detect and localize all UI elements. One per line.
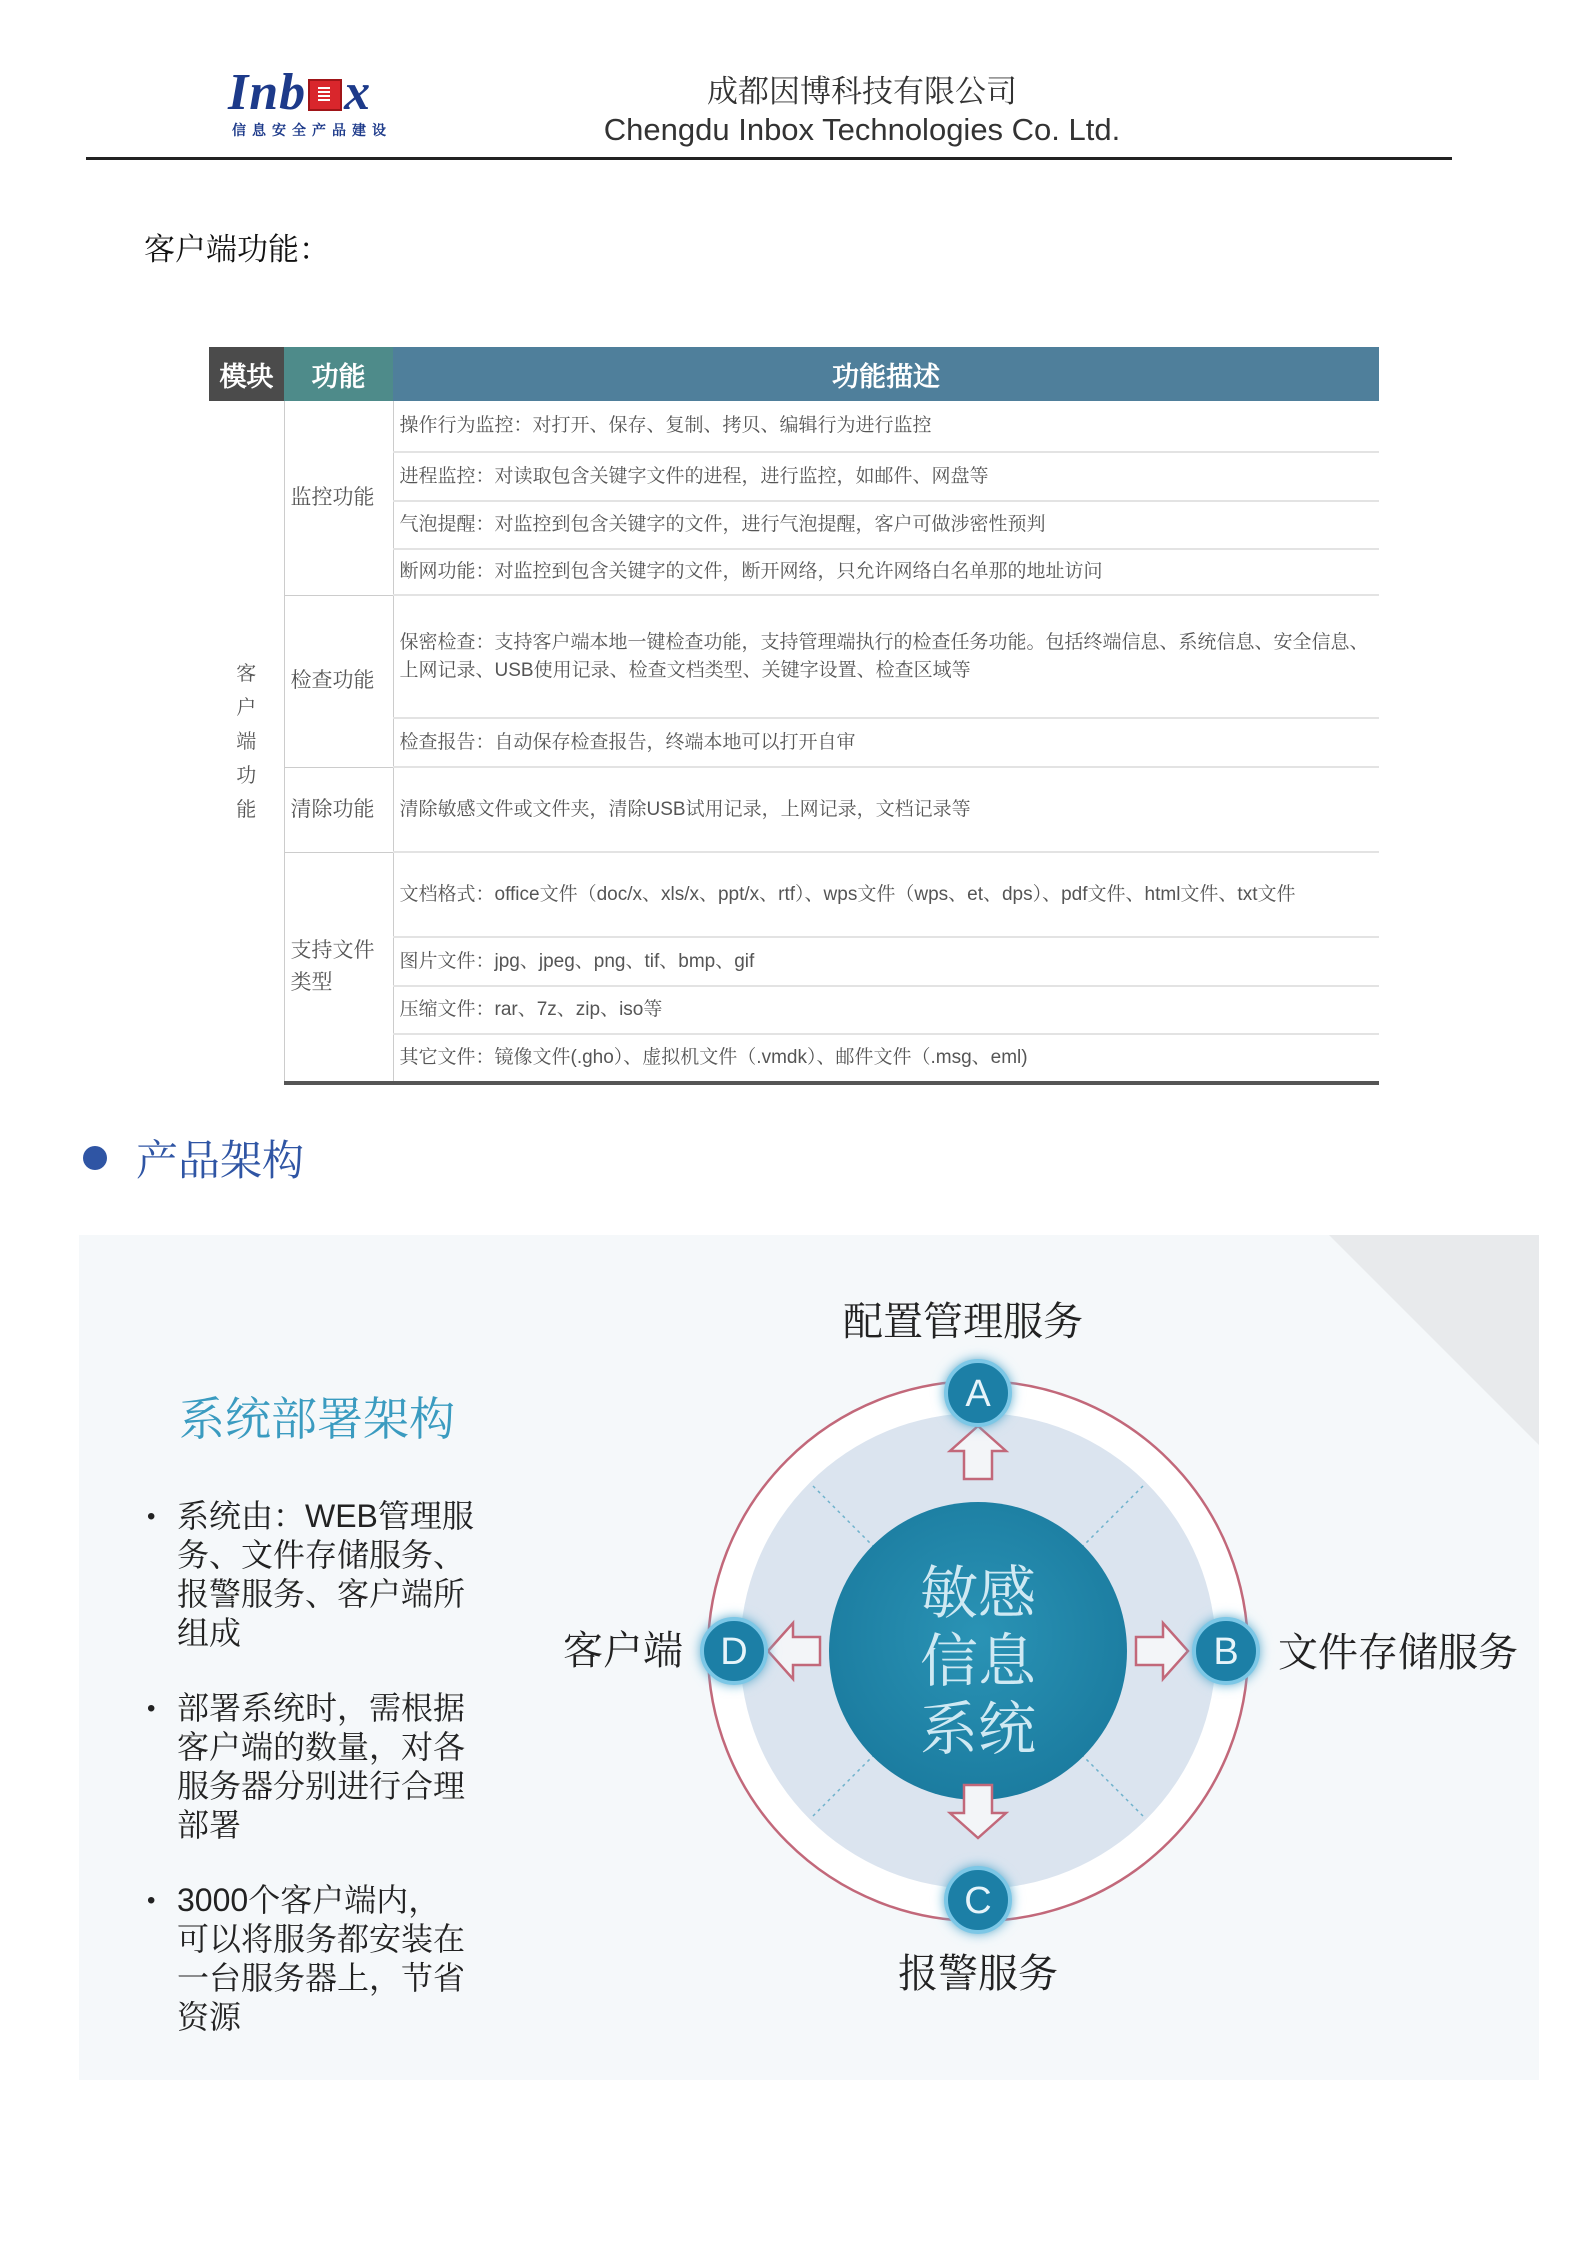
function-cell: 监控功能 — [284, 401, 393, 595]
bullet-line: 组成 — [177, 1615, 242, 1651]
node-letter: B — [1213, 1631, 1239, 1673]
description-cell: 操作行为监控：对打开、保存、复制、拷贝、编辑行为进行监控 — [393, 401, 1379, 452]
node-d — [702, 1619, 766, 1683]
node-c — [946, 1868, 1010, 1932]
company-logo — [228, 66, 408, 142]
function-cell: 清除功能 — [284, 767, 393, 852]
description-cell: 压缩文件：rar、7z、zip、iso等 — [393, 986, 1379, 1034]
bullet-line: 一台服务器上，节省 — [177, 1960, 466, 1996]
label-client: 客户端 — [563, 1629, 683, 1673]
module-name: 客户端功能 — [236, 663, 257, 821]
description-cell: 其它文件：镜像文件(.gho）、虚拟机文件（.vmdk）、邮件文件（.msg、eml) — [393, 1034, 1379, 1083]
label-file-storage-service: 文件存储服务 — [1278, 1631, 1518, 1675]
function-cell: 检查功能 — [284, 595, 393, 767]
section-title: 产品架构 — [136, 1139, 305, 1185]
table-row — [209, 767, 1379, 852]
header-divider — [86, 157, 1452, 160]
label-alarm-service: 报警服务 — [898, 1952, 1058, 1996]
core-label-line: 敏感 — [919, 1561, 1037, 1626]
header-function: 功能 — [284, 347, 393, 401]
bullet-line: • 系统由：WEB管理服 — [177, 1498, 474, 1534]
description-cell: 气泡提醒：对监控到包含关键字的文件，进行气泡提醒，客户可做涉密性预判 — [393, 501, 1379, 549]
section-label: 客户端功能： — [144, 232, 330, 267]
architecture-diagram — [79, 1235, 1539, 2080]
node-letter: D — [720, 1631, 748, 1673]
bullet-icon — [83, 1146, 107, 1170]
bullet-line: 可以将服务都安装在 — [177, 1921, 466, 1957]
header-description: 功能描述 — [393, 347, 1379, 401]
diagram-title: 系统部署架构 — [179, 1393, 455, 1445]
company-name-en: Chengdu Inbox Technologies Co. Ltd. — [603, 112, 1121, 147]
description-cell: 断网功能：对监控到包含关键字的文件，断开网络，只允许网络白名单那的地址访问 — [393, 549, 1379, 595]
logo-safe-icon — [308, 79, 342, 111]
node-letter: C — [964, 1880, 992, 1922]
table-header-row — [209, 347, 1379, 401]
description-cell: 进程监控：对读取包含关键字文件的进程，进行监控，如邮件、网盘等 — [393, 452, 1379, 501]
core-label-line: 系统 — [919, 1697, 1037, 1762]
logo-text-inb: Inb — [228, 64, 307, 121]
node-a — [946, 1361, 1010, 1425]
module-cell — [209, 401, 284, 1083]
bullet-line: • 3000个客户端内， — [177, 1882, 441, 1918]
bullet-line: 服务器分别进行合理 — [177, 1768, 466, 1804]
description-cell: 文档格式：office文件（doc/x、xls/x、ppt/x、rtf）、wps文件（wps、et、dps）、pdf文件、html文件、txt文件 — [393, 852, 1379, 937]
table-row — [209, 852, 1379, 937]
description-cell: 清除敏感文件或文件夹，清除USB试用记录，上网记录，文档记录等 — [393, 767, 1379, 852]
logo-text-x: x — [344, 64, 372, 121]
company-name-cn: 成都因博科技有限公司 — [707, 74, 1017, 109]
table-row — [209, 595, 1379, 718]
bullet-line: 报警服务、客户端所 — [177, 1576, 466, 1612]
table-row — [209, 401, 1379, 452]
header-module: 模块 — [209, 347, 284, 401]
description-cell: 图片文件：jpg、jpeg、png、tif、bmp、gif — [393, 937, 1379, 986]
logo-subtitle: 信息安全产品建设 — [232, 122, 392, 138]
bullet-line: 务、文件存储服务、 — [177, 1537, 466, 1573]
bullet-line: 部署 — [177, 1807, 242, 1843]
description-cell: 保密检查：支持客户端本地一键检查功能，支持管理端执行的检查任务功能。包括终端信息、系统信息、安全信息、上网记录、USB使用记录、检查文档类型、关键字设置、检查区域等 — [393, 595, 1379, 718]
bullet-line: 客户端的数量，对各 — [177, 1729, 466, 1765]
function-cell: 支持文件类型 — [284, 852, 393, 1083]
bullet-line: • 部署系统时，需根据 — [177, 1690, 466, 1726]
client-function-table — [209, 347, 1379, 1085]
bullet-line: 资源 — [177, 1999, 242, 2035]
node-b — [1194, 1619, 1258, 1683]
label-config-service: 配置管理服务 — [843, 1300, 1083, 1344]
description-cell: 检查报告：自动保存检查报告，终端本地可以打开自审 — [393, 718, 1379, 767]
node-letter: A — [965, 1373, 991, 1415]
core-label-line: 信息 — [919, 1629, 1037, 1694]
architecture-graphic — [79, 1235, 1539, 2080]
